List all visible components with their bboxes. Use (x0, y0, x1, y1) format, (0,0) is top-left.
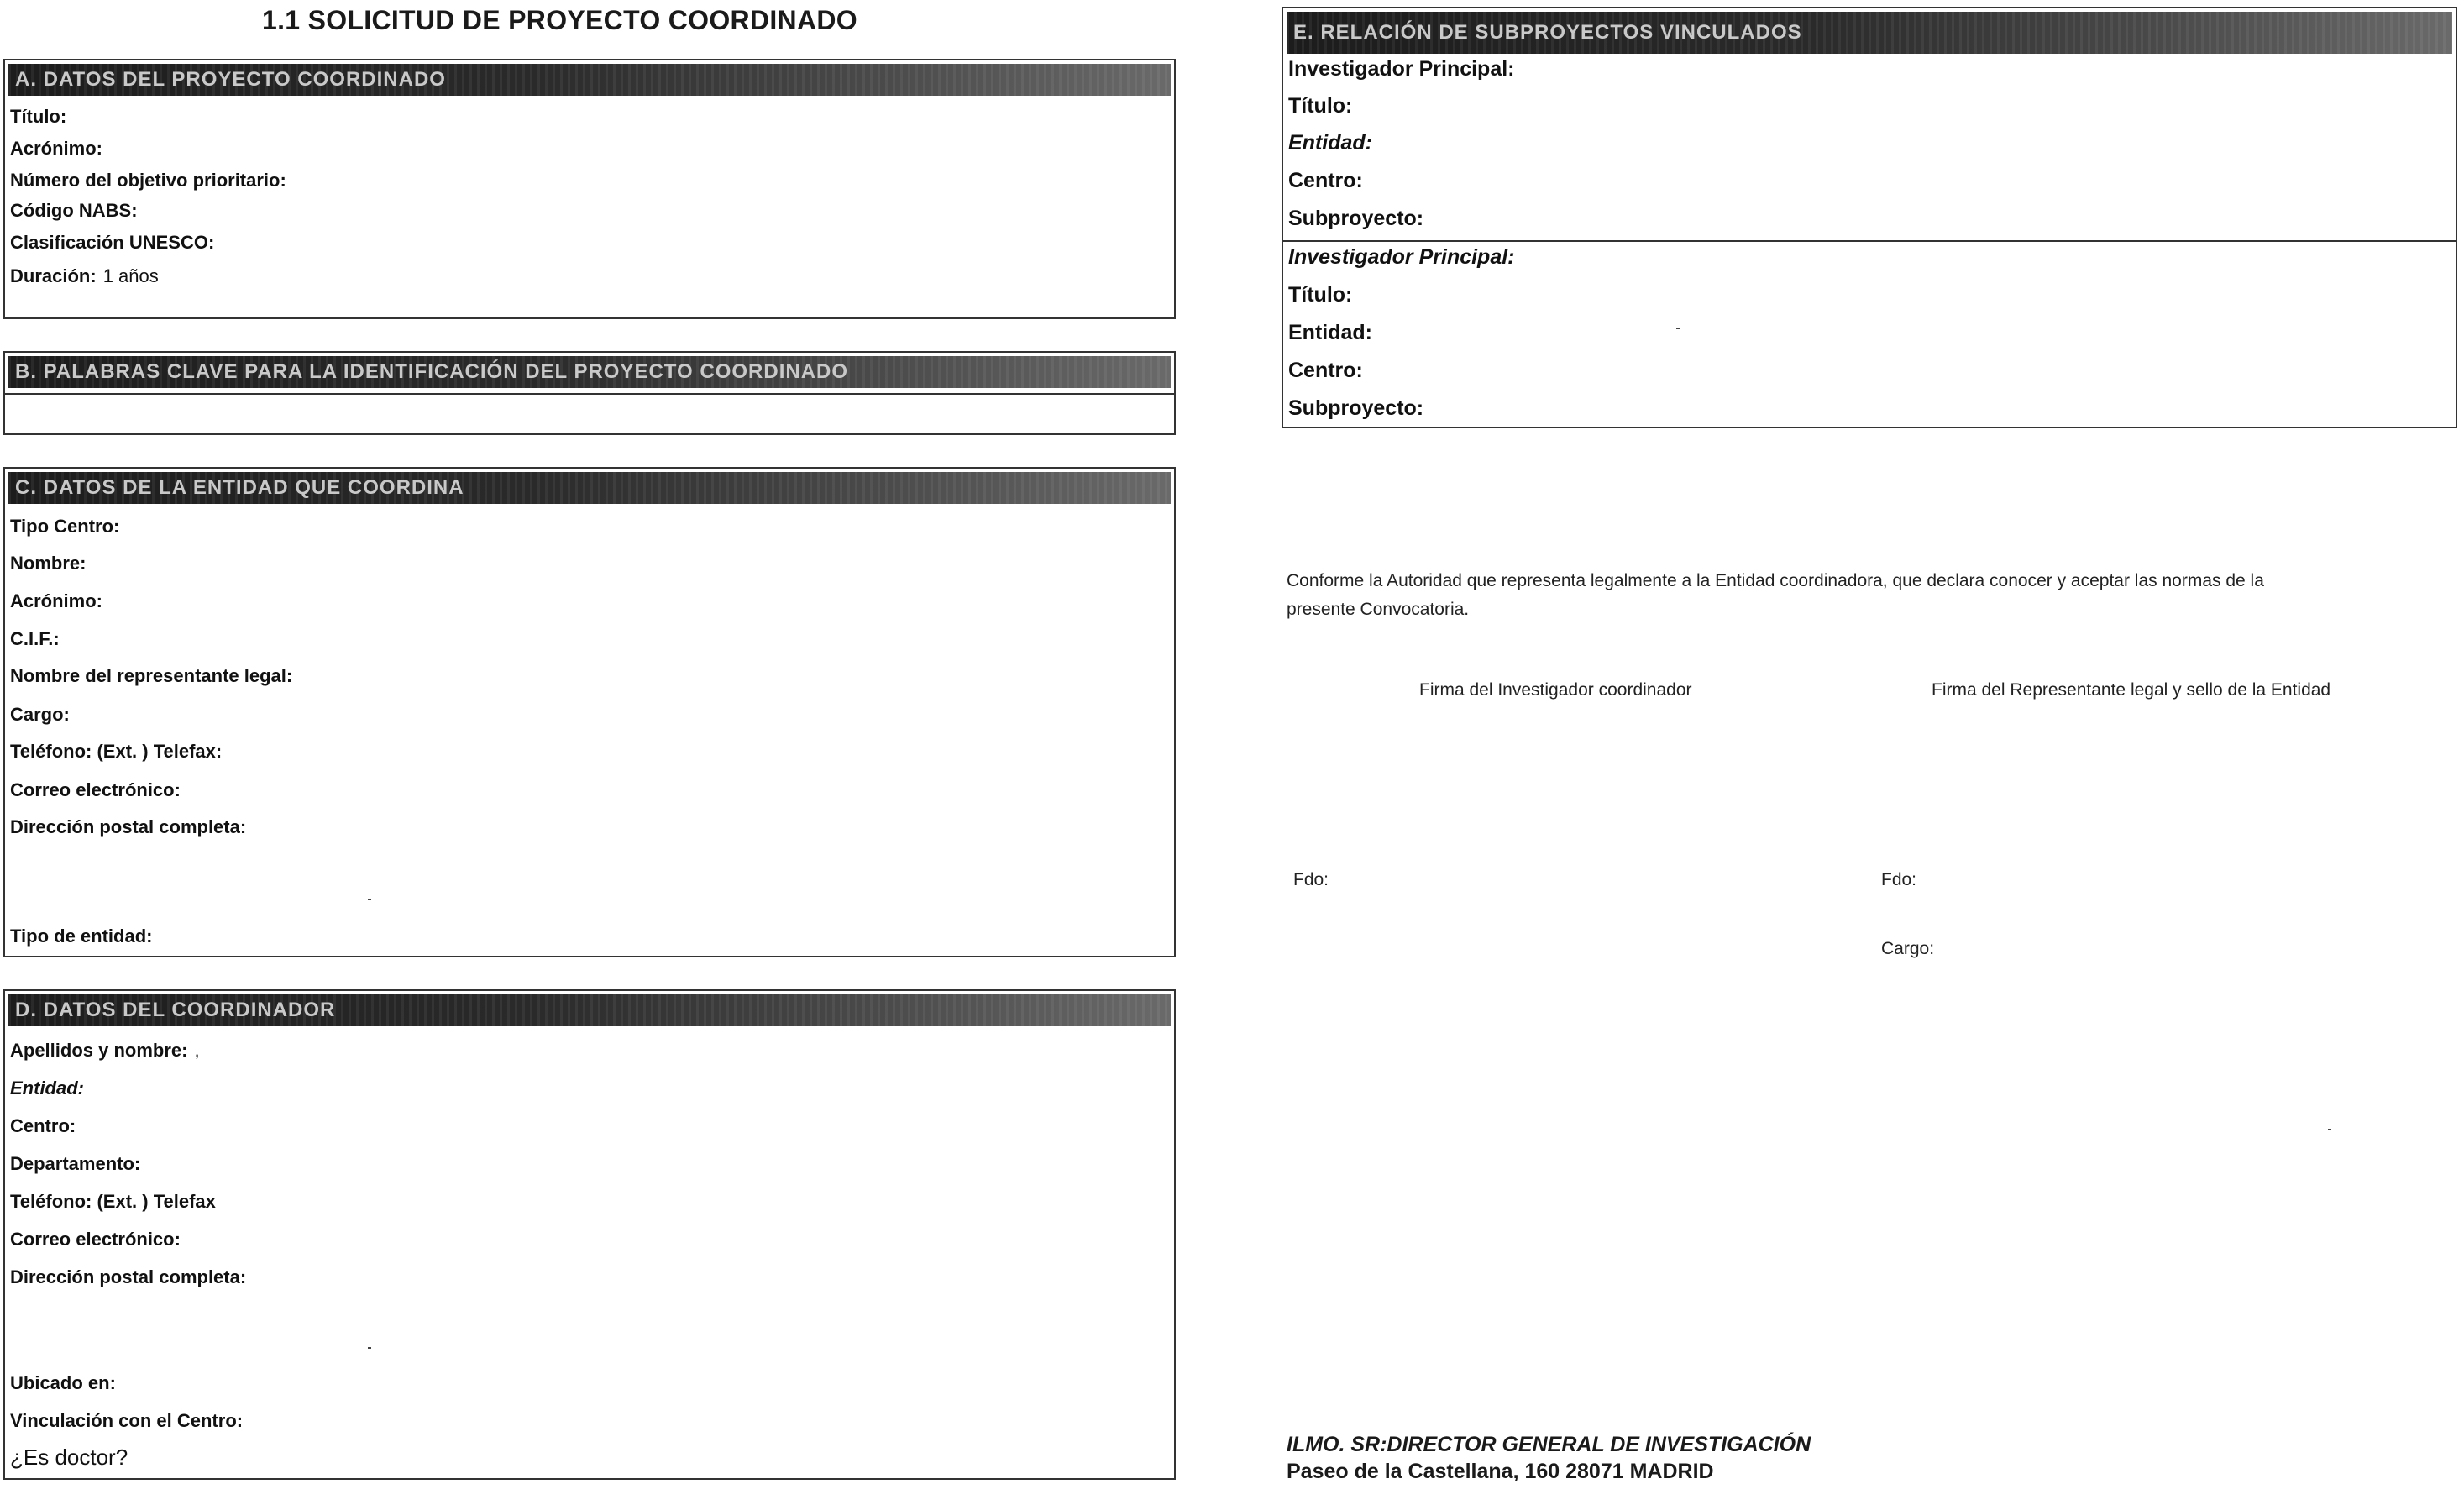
field-titulo[interactable]: Título: (10, 106, 67, 127)
section-b-keywords (3, 351, 1176, 435)
field-ubicado-en[interactable]: Ubicado en: (10, 1372, 116, 1393)
signature-label-representative: Firma del Representante legal y sello de la Entidad (1932, 680, 2331, 700)
stray-mark (368, 899, 371, 900)
field-departamento[interactable]: Departamento: (10, 1153, 141, 1174)
stray-mark (2328, 1129, 2331, 1130)
field-titulo-sub-2[interactable]: Título: (1288, 283, 1353, 307)
field-codigo-nabs[interactable]: Código NABS: (10, 200, 138, 221)
field-tipo-entidad[interactable]: Tipo de entidad: (10, 926, 153, 947)
field-centro-sub-1[interactable]: Centro: (1288, 169, 1363, 192)
field-representante-legal[interactable]: Nombre del representante legal: (10, 665, 293, 686)
addressee-line-1: ILMO. SR:DIRECTOR GENERAL DE INVESTIGACIÓN (1287, 1433, 1811, 1456)
fdo-right[interactable]: Fdo: (1881, 870, 1917, 889)
duracion-value: 1 años (102, 265, 159, 286)
field-direccion-coordinador[interactable]: Dirección postal completa: (10, 1266, 247, 1287)
addressee-line-2: Paseo de la Castellana, 160 28071 MADRID (1287, 1460, 1714, 1483)
signature-label-investigator: Firma del Investigador coordinador (1419, 680, 1692, 700)
field-centro-sub-2[interactable]: Centro: (1288, 359, 1363, 382)
field-entidad-sub-2[interactable]: Entidad: (1288, 321, 1372, 344)
section-d-header: D. DATOS DEL COORDINADOR (8, 994, 1171, 1026)
field-cif[interactable]: C.I.F.: (10, 628, 60, 649)
field-objetivo-prioritario[interactable]: Número del objetivo prioritario: (10, 170, 286, 191)
field-nombre[interactable]: Nombre: (10, 553, 87, 574)
field-es-doctor[interactable]: ¿Es doctor? (10, 1445, 128, 1470)
field-subproyecto-1[interactable]: Subproyecto: (1288, 207, 1424, 230)
field-investigador-principal-1[interactable]: Investigador Principal: (1288, 57, 1515, 81)
section-c-entity-data (3, 467, 1176, 957)
field-acronimo[interactable]: Acrónimo: (10, 138, 102, 159)
field-cargo[interactable]: Cargo: (10, 704, 70, 725)
stray-mark (1676, 328, 1680, 329)
field-acronimo-entidad[interactable]: Acrónimo: (10, 590, 102, 611)
field-vinculacion[interactable]: Vinculación con el Centro: (10, 1410, 244, 1431)
field-telefono-coordinador[interactable]: Teléfono: (Ext. ) Telefax (10, 1191, 216, 1212)
section-a-header: A. DATOS DEL PROYECTO COORDINADO (8, 64, 1171, 96)
section-c-header: C. DATOS DE LA ENTIDAD QUE COORDINA (8, 472, 1171, 504)
fdo-left[interactable]: Fdo: (1293, 870, 1329, 889)
section-b-header: B. PALABRAS CLAVE PARA LA IDENTIFICACIÓN DEL PROYECTO COORDINADO (8, 356, 1171, 388)
field-apellidos-nombre[interactable]: Apellidos y nombre: , (10, 1040, 200, 1061)
field-entidad[interactable]: Entidad: (10, 1078, 84, 1099)
field-duracion[interactable]: Duración: 1 años (10, 265, 159, 286)
field-investigador-principal-2[interactable]: Investigador Principal: (1288, 245, 1515, 269)
cargo-right[interactable]: Cargo: (1881, 939, 1935, 958)
subproject-divider (1283, 240, 2456, 242)
field-entidad-sub-1[interactable]: Entidad: (1288, 131, 1372, 155)
conforme-text: Conforme la Autoridad que representa legalmente a la Entidad coordinadora, que declara conocer y aceptar las normas de la (1287, 571, 2264, 590)
stray-mark (368, 1347, 371, 1349)
field-direccion-postal[interactable]: Dirección postal completa: (10, 816, 247, 837)
conforme-text-2: presente Convocatoria. (1287, 600, 1470, 619)
section-e-subprojects (1282, 7, 2457, 428)
section-a-project-data (3, 59, 1176, 319)
field-correo-coordinador[interactable]: Correo electrónico: (10, 1229, 181, 1250)
section-d-coordinator-data (3, 989, 1176, 1480)
field-titulo-sub-1[interactable]: Título: (1288, 94, 1353, 118)
keywords-field[interactable] (8, 396, 1171, 430)
field-clasificacion-unesco[interactable]: Clasificación UNESCO: (10, 232, 215, 253)
field-tipo-centro[interactable]: Tipo Centro: (10, 516, 120, 537)
field-subproyecto-2[interactable]: Subproyecto: (1288, 396, 1424, 420)
section-e-header: E. RELACIÓN DE SUBPROYECTOS VINCULADOS (1287, 12, 2452, 54)
field-telefono[interactable]: Teléfono: (Ext. ) Telefax: (10, 741, 223, 762)
field-correo[interactable]: Correo electrónico: (10, 779, 181, 800)
page-title: 1.1 SOLICITUD DE PROYECTO COORDINADO (262, 5, 857, 35)
field-centro[interactable]: Centro: (10, 1115, 76, 1136)
